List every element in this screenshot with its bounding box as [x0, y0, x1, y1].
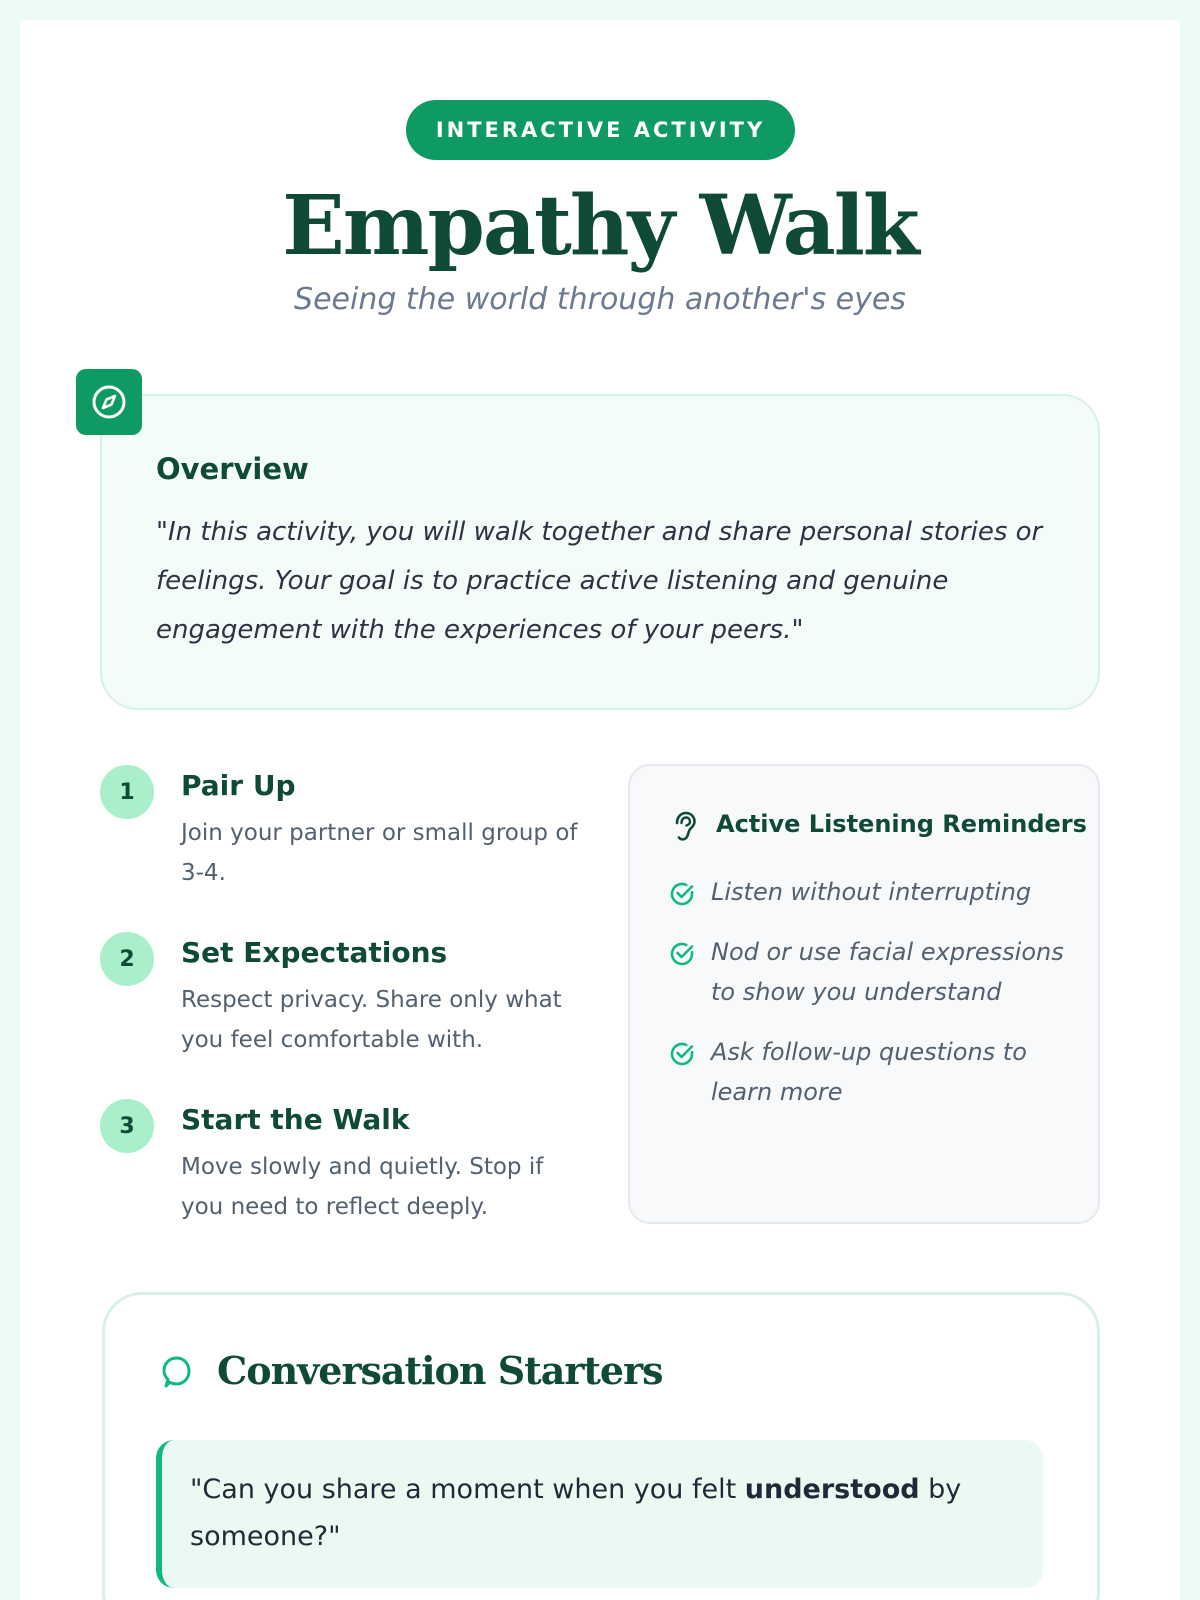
page-title: Empathy Walk [282, 178, 918, 274]
speech-bubble-icon [156, 1353, 196, 1397]
reminder-text: Nod or use facial expressions to show you understand [711, 938, 1064, 1006]
activity-badge: INTERACTIVE ACTIVITY [406, 100, 795, 160]
reminder-text: Ask follow-up questions to learn more [711, 1038, 1027, 1106]
step-number: 1 [100, 765, 154, 819]
ear-icon [670, 810, 700, 848]
step-description: Respect privacy. Share only what you feel comfortable with. [181, 987, 562, 1053]
step-description: Move slowly and quietly. Stop if you need to reflect deeply. [181, 1154, 544, 1220]
conversation-quote [190, 1466, 1010, 1560]
page-subtitle: Seeing the world through another's eyes [294, 282, 906, 317]
step-number: 2 [100, 932, 154, 986]
compass-icon [76, 369, 142, 435]
check-circle-icon [668, 880, 696, 912]
conversation-heading: Conversation Starters [217, 1348, 663, 1393]
step-title: Pair Up [181, 769, 296, 802]
overview-heading: Overview [156, 452, 309, 486]
check-circle-icon [668, 1040, 696, 1072]
overview-text: "In this activity, you will walk together and share personal stories or feelings. Your goal is to practice active listening and genuine engagement with the experiences of your peers." [156, 517, 1043, 645]
reminders-heading: Active Listening Reminders [716, 810, 1087, 838]
check-circle-icon [668, 940, 696, 972]
step-title: Start the Walk [181, 1103, 410, 1136]
quote-text-start: "Can you share a moment when you felt [190, 1474, 745, 1505]
step-description: Join your partner or small group of 3-4. [181, 820, 578, 886]
step-number: 3 [100, 1099, 154, 1153]
reminder-text: Listen without interrupting [711, 878, 1032, 906]
quote-text-end: by someone?" [190, 1474, 962, 1552]
quote-emphasis: understood [744, 1474, 920, 1505]
step-title: Set Expectations [181, 936, 448, 969]
